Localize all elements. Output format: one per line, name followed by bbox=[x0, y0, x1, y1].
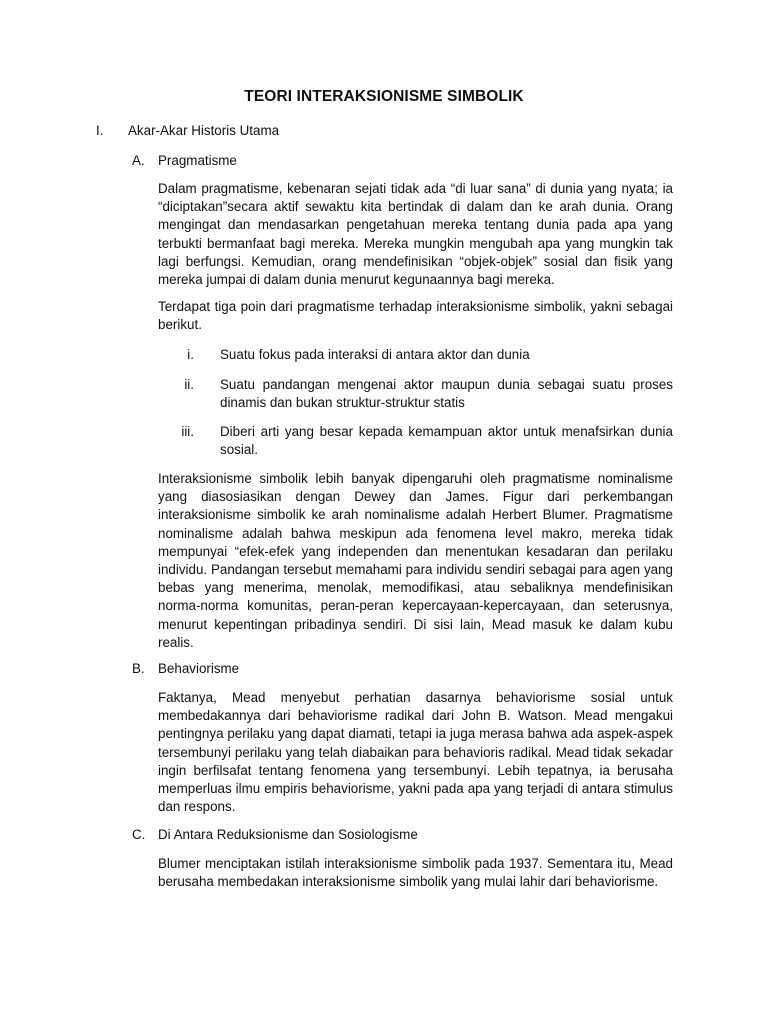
document-title: TEORI INTERAKSIONISME SIMBOLIK bbox=[244, 88, 524, 105]
list-marker: i. bbox=[187, 347, 194, 362]
paragraph: Blumer menciptakan istilah interaksionisme simbolik pada 1937. Sementara itu, Mead berusaha membedakan interaksionisme simbolik yang mulai lahir dari behaviorisme. bbox=[158, 856, 673, 890]
section-heading: Akar-Akar Historis Utama bbox=[128, 123, 280, 138]
list-marker: ii. bbox=[184, 377, 194, 392]
list-item: Suatu pandangan mengenai aktor maupun dunia sebagai suatu proses dinamis dan bukan struktur-struktur statis bbox=[220, 377, 673, 411]
subsection-heading: Di Antara Reduksionisme dan Sosiologisme bbox=[158, 827, 418, 842]
section-marker: I. bbox=[96, 123, 104, 138]
subsection-heading: Pragmatisme bbox=[158, 153, 237, 168]
subsection-marker: C. bbox=[132, 827, 146, 842]
list-marker: iii. bbox=[181, 424, 194, 439]
paragraph: Terdapat tiga poin dari pragmatisme terhadap interaksionisme simbolik, yakni sebagai berikut. bbox=[158, 299, 673, 333]
subsection-heading: Behaviorisme bbox=[158, 661, 240, 676]
list-item: Suatu fokus pada interaksi di antara aktor dan dunia bbox=[220, 347, 530, 362]
subsection-marker: A. bbox=[132, 153, 145, 168]
paragraph: Interaksionisme simbolik lebih banyak dipengaruhi oleh pragmatisme nominalisme yang diasosiasikan dengan Dewey dan James. Figur dari perkembangan interaksionisme simbolik ke arah nominalisme adalah Herbert Blumer. Pragmatisme nominalisme adalah bahwa meskipun ada fenomena level makro, mereka tidak mempunyai “efek-efek yang independen dan menentukan kesadaran dan perilaku individu. Pandangan tersebut memahami para individu sendiri sebagai para agen yang bebas yang menerima, menolak, memodifikasi, atau sebaliknya mendefinisikan norma-norma komunitas, peran-peran kepercayaan-kepercayaan, dan seterusnya, menurut kepentingan pribadinya sendiri. Di sisi lain, Mead masuk ke dalam kubu realis. bbox=[158, 471, 673, 650]
paragraph: Faktanya, Mead menyebut perhatian dasarnya behaviorisme sosial untuk membedakannya dari behaviorisme radikal dari John B. Watson. Mead mengakui pentingnya perilaku yang dapat diamati, tetapi ia juga merasa bahwa ada aspek-aspek tersembunyi perilaku yang telah diabaikan para behavioris radikal. Mead tidak sekadar ingin berfilsafat tentang fenomena yang tersembunyi. Lebih tepatnya, ia berusaha memperluas ilmu empiris behaviorisme, yakni pada apa yang terjadi di antara stimulus dan respons. bbox=[158, 690, 673, 815]
list-item: Diberi arti yang besar kepada kemampuan aktor untuk menafsirkan dunia sosial. bbox=[220, 424, 673, 458]
paragraph: Dalam pragmatisme, kebenaran sejati tidak ada “di luar sana” di dunia yang nyata; ia “diciptakan”secara aktif sewaktu kita bertindak di dalam dan ke arah dunia. Orang mengingat dan mendasarkan pengetahuan mereka tentang dunia pada apa yang terbukti bermanfaat bagi mereka. Mereka mungkin mengubah apa yang mungkin tak lagi berfungsi. Kemudian, orang mendefinisikan “objek-objek” sosial dan fisik yang mereka jumpai di dalam dunia menurut kegunaannya bagi mereka. bbox=[158, 181, 673, 288]
subsection-marker: B. bbox=[132, 661, 145, 676]
